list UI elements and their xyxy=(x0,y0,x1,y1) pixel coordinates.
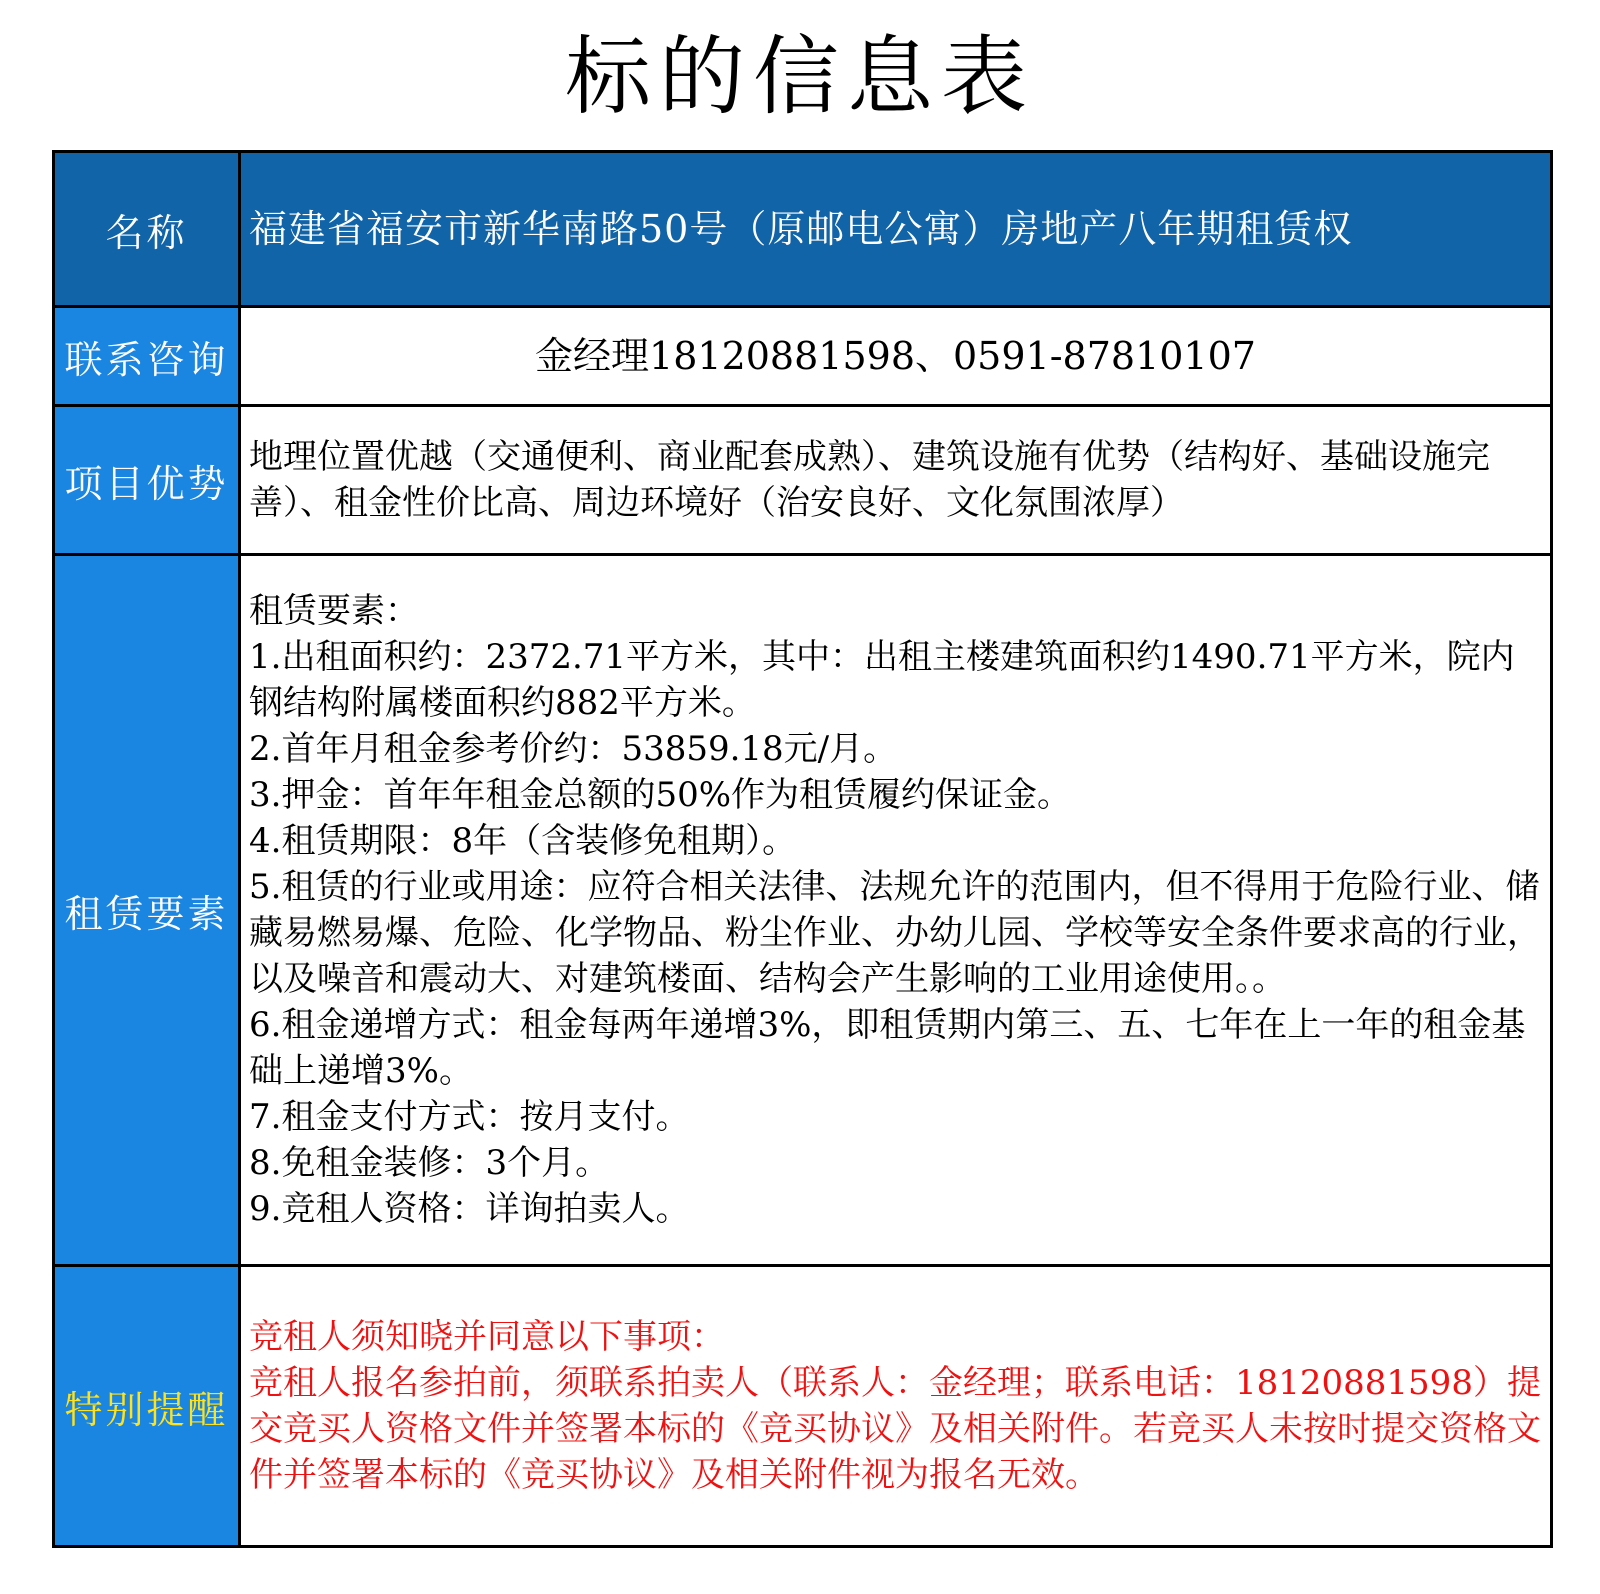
notice-value xyxy=(240,1266,1552,1547)
name-value: 福建省福安市新华南路50号（原邮电公寓）房地产八年期租赁权 xyxy=(240,152,1552,307)
lease-line-7: 7.租金支付方式：按月支付。 xyxy=(249,1097,690,1137)
notice-line-heading: 竞租人须知晓并同意以下事项： xyxy=(249,1317,725,1357)
table-row-notice xyxy=(54,1266,1552,1547)
table-row-name xyxy=(54,152,1552,307)
advantage-value: 地理位置优越（交通便利、商业配套成熟）、建筑设施有优势（结构好、基础设施完善）、租金性价比高、周边环境好（治安良好、文化氛围浓厚） xyxy=(240,406,1552,555)
lease-line-4: 4.租赁期限：8年（含装修免租期）。 xyxy=(249,821,797,861)
table-row-lease xyxy=(54,555,1552,1266)
table-row-advantage xyxy=(54,406,1552,555)
name-label: 名称 xyxy=(54,152,240,307)
lease-line-5: 5.租赁的行业或用途：应符合相关法律、法规允许的范围内，但不得用于危险行业、储藏易燃易爆、危险、化学物品、粉尘作业、办幼儿园、学校等安全条件要求高的行业，以及噪音和震动大、对建筑楼面、结构会产生影响的工业用途使用。。 xyxy=(249,867,1541,999)
lease-line-6: 6.租金递增方式：租金每两年递增3%，即租赁期内第三、五、七年在上一年的租金基础上递增3%。 xyxy=(249,1005,1526,1091)
notice-line-body: 竞租人报名参拍前，须联系拍卖人（联系人：金经理；联系电话：18120881598）提交竞买人资格文件并签署本标的《竞买协议》及相关附件。若竞买人未按时提交资格文件并签署本标的《竞买协议》及相关附件视为报名无效。 xyxy=(249,1363,1541,1495)
page-title: 标的信息表 xyxy=(565,27,1035,127)
lease-label: 租赁要素 xyxy=(54,555,240,1266)
table-row-contact xyxy=(54,307,1552,406)
contact-label: 联系咨询 xyxy=(54,307,240,406)
advantage-label: 项目优势 xyxy=(54,406,240,555)
lease-value xyxy=(240,555,1552,1266)
lease-line-2: 2.首年月租金参考价约：53859.18元/月。 xyxy=(249,729,898,769)
lease-line-3: 3.押金：首年年租金总额的50%作为租赁履约保证金。 xyxy=(249,775,1072,815)
lease-line-8: 8.免租金装修：3个月。 xyxy=(249,1143,610,1183)
lease-line-1: 1.出租面积约：2372.71平方米，其中：出租主楼建筑面积约1490.71平方米，院内钢结构附属楼面积约882平方米。 xyxy=(249,637,1515,723)
contact-value: 金经理18120881598、0591-87810107 xyxy=(240,307,1552,406)
notice-label: 特别提醒 xyxy=(54,1266,240,1547)
lease-line-heading: 租赁要素： xyxy=(249,591,419,631)
info-table xyxy=(52,150,1553,1548)
lease-line-9: 9.竞租人资格：详询拍卖人。 xyxy=(249,1189,690,1229)
